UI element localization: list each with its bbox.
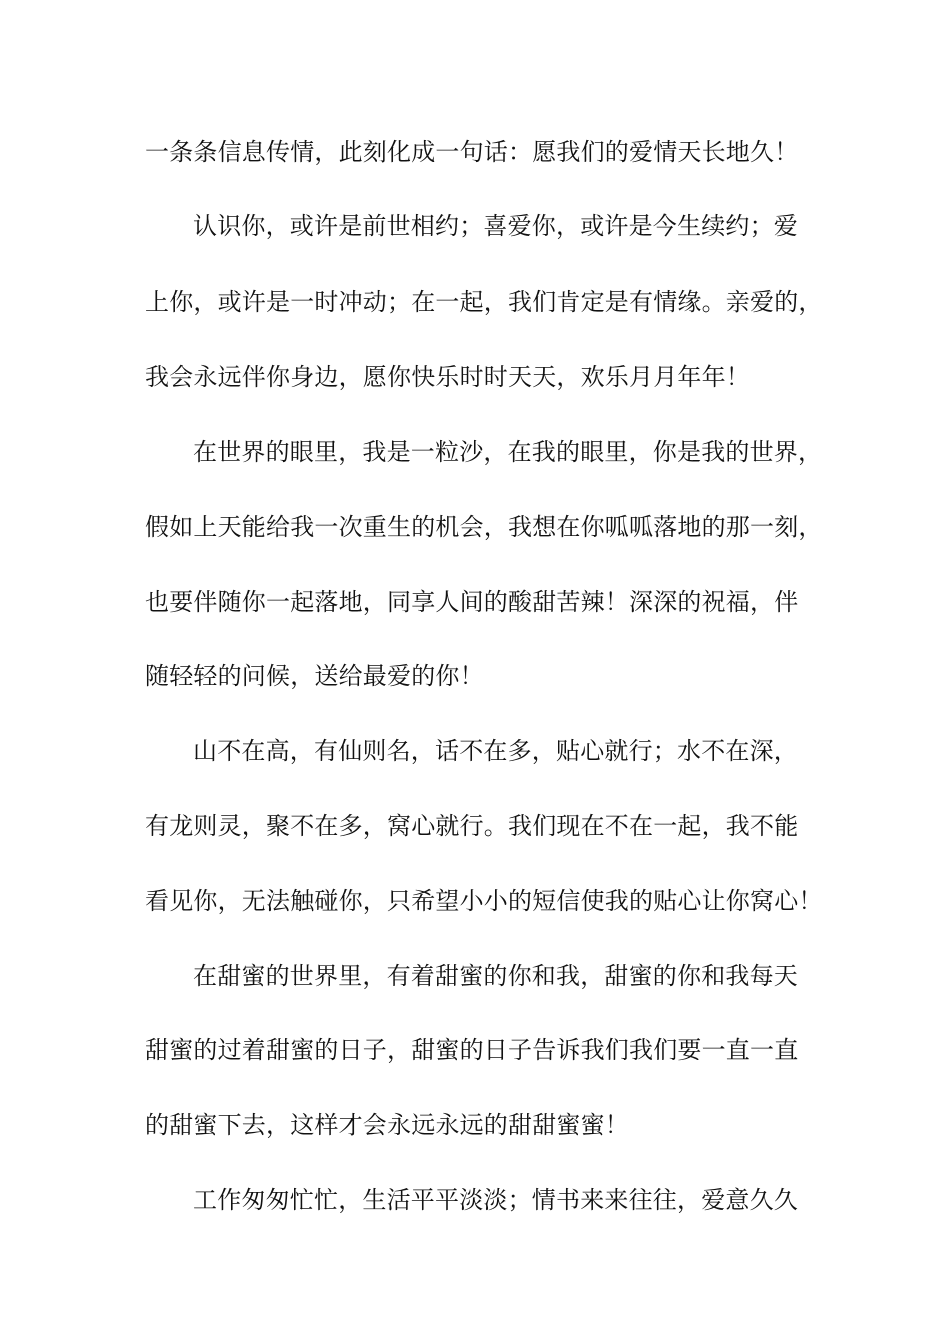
text-line: 的甜蜜下去，这样才会永远永远的甜甜蜜蜜！ (145, 1111, 629, 1139)
text-line: 也要伴随你一起落地，同享人间的酸甜苦辣！深深的祝福，伴 (145, 588, 799, 616)
text-line: 我会永远伴你身边，愿你快乐时时天天，欢乐月月年年！ (145, 363, 750, 391)
text-line: 随轻轻的问候，送给最爱的你！ (145, 662, 484, 690)
paragraph-first-line: 认识你，或许是前世相约；喜爱你，或许是今生续约；爱 (193, 212, 798, 240)
text-line: 假如上天能给我一次重生的机会，我想在你呱呱落地的那一刻， (145, 513, 823, 541)
text-line: 一条条信息传情，此刻化成一句话：愿我们的爱情天长地久！ (145, 138, 799, 166)
paragraph-first-line: 在甜蜜的世界里，有着甜蜜的你和我，甜蜜的你和我每天 (193, 962, 798, 990)
text-line: 上你，或许是一时冲动；在一起，我们肯定是有情缘。亲爱的， (145, 288, 823, 316)
text-line: 看见你，无法触碰你，只希望小小的短信使我的贴心让你窝心！ (145, 887, 823, 915)
paragraph-first-line: 在世界的眼里，我是一粒沙，在我的眼里，你是我的世界， (193, 438, 823, 466)
text-line: 有龙则灵，聚不在多，窝心就行。我们现在不在一起，我不能 (145, 812, 799, 840)
paragraph-first-line: 工作匆匆忙忙，生活平平淡淡；情书来来往往，爱意久久 (193, 1186, 798, 1214)
text-line: 甜蜜的过着甜蜜的日子，甜蜜的日子告诉我们我们要一直一直 (145, 1036, 799, 1064)
paragraph-first-line: 山不在高，有仙则名，话不在多，贴心就行；水不在深， (193, 737, 798, 765)
